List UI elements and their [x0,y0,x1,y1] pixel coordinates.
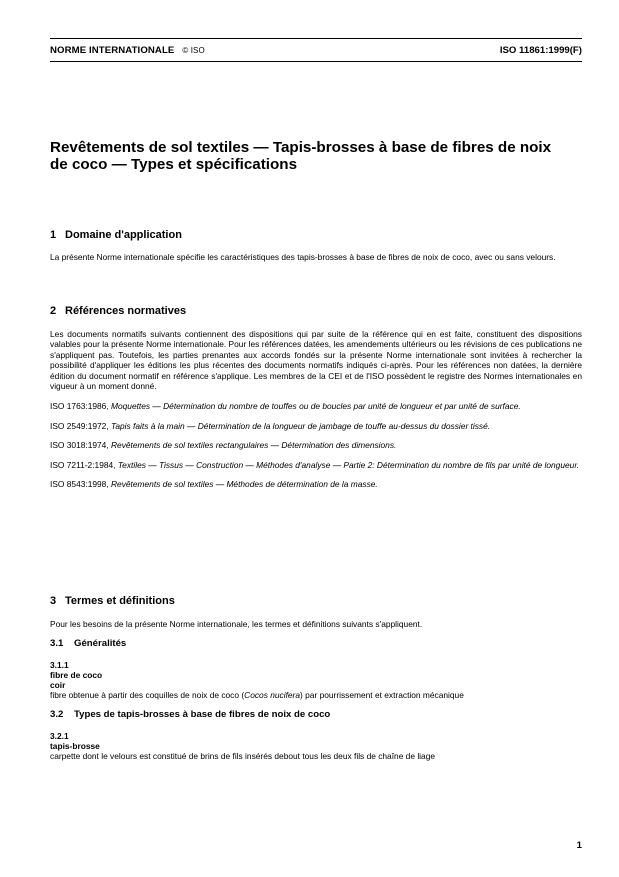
section-3-text: Pour les besoins de la présente Norme internationale, les termes et définitions suivants s'appliquent. [50,619,423,629]
header-standard-number: ISO 11861:1999(F) [499,45,582,56]
section-3-heading [50,595,582,607]
reference-item [50,421,582,431]
page-header [50,38,582,62]
subsection-3-1-number: 3.1 [50,638,64,650]
term-preferred: tapis-brosse [50,741,100,752]
reference-title: Revêtements de sol textiles — Méthodes de détermination de la masse. [111,479,378,490]
term-definition [50,690,582,700]
document-title: Revêtements de sol textiles — Tapis-brosses à base de fibres de noix de coco — Types et spécifications [50,139,552,173]
subsection-3-2-number: 3.2 [50,709,64,721]
section-2-heading [50,305,582,317]
term-number: 3.2.1 [50,731,69,742]
section-1-heading [50,229,582,241]
section-2-text: Les documents normatifs suivants contiennent des dispositions qui par suite de la référence qui en est faite, constituent des dispositions valables pour la présente Norme internationale. Pour les références datées, les amendements ultérieurs ou les révisions de ces publications ne s'appliquent pas. Toutefois, les parties prenantes aux accords fondés sur la présente Norme internationale sont invitées à rechercher la possibilité d'appliquer les éditions les plus récentes des documents normatifs indiqués ci-après. Pour les références non datées, la dernière édition du document normatif en référence s'applique. Les membres de la CEI et de l'ISO possèdent le registre des Normes internationales en vigueur à un moment donné. [50,329,582,392]
reference-code: ISO 3018:1974, [50,440,109,451]
term-preferred: fibre de coco [50,670,103,681]
reference-item [50,401,582,411]
section-1-number: 1 [50,229,57,241]
definition-italic: Cocos nucifera [244,690,301,701]
subsection-3-2-heading [50,709,582,720]
subsection-3-2-title: Types de tapis-brosses à base de fibres de noix de coco [74,709,331,721]
header-standard-type: NORME INTERNATIONALE [50,45,175,56]
reference-title: Revêtements de sol textiles rectangulaires — Détermination des dimensions. [111,440,397,451]
reference-item [50,440,582,450]
term-admitted: coir [50,680,66,691]
section-2-number: 2 [50,305,57,317]
section-2-title: Références normatives [65,305,187,317]
section-1-title: Domaine d'application [65,229,182,241]
section-1-text: La présente Norme internationale spécifie les caractéristiques des tapis-brosses à base de fibres de noix de coco, avec ou sans velours. [50,252,556,262]
section-3-number: 3 [50,595,57,607]
reference-item [50,460,582,470]
reference-title: Textiles — Tissus — Construction — Méthodes d'analyse — Partie 2: Détermination du nombre de fils par unité de longueur. [117,459,580,470]
reference-code: ISO 8543:1998, [50,479,109,490]
term-number: 3.1.1 [50,660,69,671]
reference-title: Tapis faits à la main — Détermination de la longueur de jambage de touffe au-dessus du dossier tissé. [111,420,491,431]
term-definition: carpette dont le velours est constitué de brins de fils insérés debout tous les deux fils de chaîne de liage [50,751,436,762]
section-1 [50,229,582,262]
reference-code: ISO 2549:1972, [50,420,109,431]
section-2 [50,305,582,489]
header-left [50,45,205,56]
page-number: 1 [576,840,582,851]
reference-code: ISO 1763:1986, [50,401,109,412]
reference-item [50,479,582,489]
section-3-title: Termes et définitions [65,595,175,607]
reference-title: Moquettes — Détermination du nombre de touffes ou de boucles par unité de longueur et par unité de surface. [111,401,521,412]
definition-text-start: fibre obtenue à partir des coquilles de noix de coco ( [50,690,245,701]
section-3 [50,595,582,761]
definition-text-end: ) par pourrissement et extraction mécanique [300,690,464,701]
subsection-3-1-title: Généralités [74,638,127,650]
header-copyright: © ISO [182,46,205,55]
reference-code: ISO 7211-2:1984, [50,459,116,470]
document-page [50,38,582,858]
subsection-3-1-heading [50,638,582,649]
